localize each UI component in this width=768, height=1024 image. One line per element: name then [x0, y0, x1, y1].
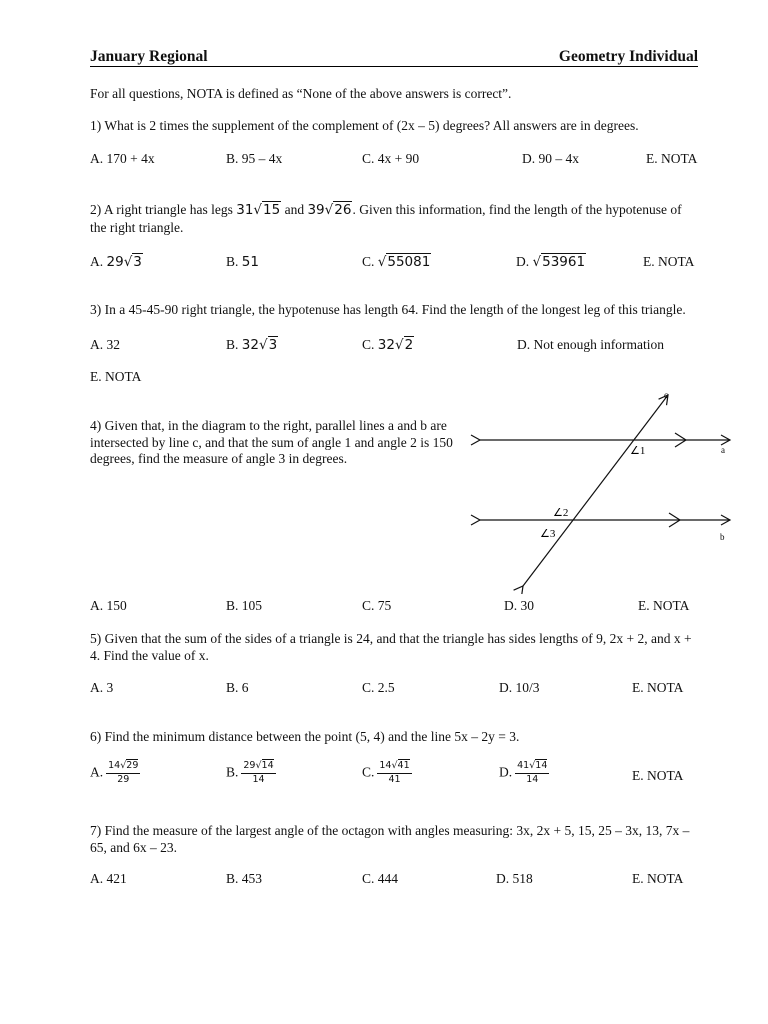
q3-choice-a: A. 32	[90, 337, 120, 352]
q2-leg1-radicand: 15	[263, 202, 281, 218]
header-left: January Regional	[90, 48, 208, 65]
q6-choice-a-numerator: 14√29	[106, 761, 140, 774]
q7-choice-b: B. 453	[226, 871, 263, 886]
q4-choice-e: E. NOTA	[638, 598, 690, 613]
q2-leg1-coef: 31	[236, 202, 254, 218]
q2-leg1: 31√15	[236, 202, 281, 218]
q6-choice-b-label: B.	[226, 764, 239, 780]
q4-choice-b: B. 105	[226, 598, 263, 613]
q3-choice-b-radicand: 3	[268, 337, 278, 353]
angle-3-label: ∠3	[540, 528, 556, 540]
q3-choice-b-coef: 32	[241, 337, 259, 353]
q4-choice-a: A. 150	[90, 598, 127, 613]
q6-choice-e: E. NOTA	[632, 768, 684, 783]
q6-choice-a-num-coef: 14	[108, 760, 121, 771]
q2-choice-a-value: 29√3	[106, 254, 142, 270]
q6-choice-d-label: D.	[499, 764, 513, 780]
q2-choice-b-label: B.	[226, 254, 242, 269]
q3-choice-c-coef: 32	[377, 337, 395, 353]
q1-choice-a: A. 170 + 4x	[90, 151, 155, 166]
q5-choice-e: E. NOTA	[632, 680, 684, 695]
q2-leg2-radicand: 26	[334, 202, 352, 218]
angle-1-label: ∠1	[630, 445, 646, 457]
q6-choice-c-denominator: 41	[388, 773, 401, 785]
q6-choice-d-num-coef: 41	[517, 760, 530, 771]
q2-choice-c-value: √55081	[377, 254, 431, 270]
header-rule	[90, 66, 698, 67]
q3-choice-c-value: 32√2	[377, 337, 414, 353]
q2-choice-a-label: A.	[90, 254, 107, 269]
q2-leg2: 39√26	[307, 202, 352, 218]
q7-text: 7) Find the measure of the largest angle of the octagon with angles measuring: 3x, 2x + 5, 15, 25 – 3x, 13, 7x – 65, and 6x – 23.	[90, 823, 690, 855]
q3-choice-b-value: 32√3	[241, 337, 278, 353]
q6-choice-c-numerator: 14√41	[377, 761, 411, 774]
q5-choice-b: B. 6	[226, 680, 249, 695]
q1-choice-e: E. NOTA	[646, 151, 698, 166]
q1-choice-b: B. 95 – 4x	[226, 151, 283, 166]
q6-choice-b-numerator: 29√14	[241, 761, 275, 774]
q7-choice-d: D. 518	[496, 871, 533, 886]
q6-choice-b-num-coef: 29	[243, 760, 256, 771]
intro-text: For all questions, NOTA is defined as “None of the above answers is correct”.	[90, 86, 512, 101]
header-right: Geometry Individual	[558, 48, 698, 65]
q7-choice-e: E. NOTA	[632, 871, 684, 886]
q6-choice-d-numerator: 41√14	[515, 761, 549, 774]
q5-choice-d: D. 10/3	[499, 680, 540, 695]
angle-2-label: ∠2	[553, 507, 569, 519]
q3-choice-d: D. Not enough information	[517, 337, 664, 352]
q6-text: 6) Find the minimum distance between the point (5, 4) and the line 5x – 2y = 3.	[90, 729, 520, 744]
q6-choice-d-fraction	[515, 761, 549, 786]
q2-choice-a-radicand: 3	[133, 254, 142, 270]
q4-text: 4) Given that, in the diagram to the right, parallel lines a and b are intersected by line c, and that the sum of angle 1 and angle 2 is 150 degrees, find the measure of angle 3 in degrees.	[90, 418, 453, 466]
q6-choice-b	[226, 761, 276, 786]
q3-choice-c-radicand: 2	[404, 337, 414, 353]
q2-choice-c-label: C.	[362, 254, 378, 269]
q2-text	[90, 201, 700, 236]
q6-choice-c	[362, 761, 412, 786]
q3-choice-c-label: C.	[362, 337, 378, 352]
q2-choice-a-coef: 29	[106, 254, 124, 270]
q6-choice-c-num-coef: 14	[379, 760, 392, 771]
q2-choice-d-radicand: 53961	[542, 254, 586, 270]
q6-choice-d-denominator: 14	[526, 773, 539, 785]
q3-choice-b-label: B.	[226, 337, 242, 352]
label-b: b	[720, 532, 725, 542]
q6-choice-a	[90, 761, 140, 786]
q2-text-part: 2) A right triangle has legs	[90, 202, 237, 217]
label-a: a	[721, 445, 725, 455]
q2-text-part: . Given this information, find the length of the hypotenuse of the right triangle.	[90, 202, 682, 235]
q2-choice-d-label: D.	[516, 254, 533, 269]
q4-choice-d: D. 30	[504, 598, 534, 613]
label-c: c	[664, 390, 668, 400]
q3-choice-b	[226, 337, 278, 353]
q2-choice-d-value: √53961	[532, 254, 586, 270]
q6-choice-c-label: C.	[362, 764, 375, 780]
q5-choice-c: C. 2.5	[362, 680, 395, 695]
q6-choice-b-denominator: 14	[252, 773, 265, 785]
q6-choice-b-fraction	[241, 761, 275, 786]
q6-choice-a-fraction	[106, 761, 140, 786]
q7-choice-a: A. 421	[90, 871, 127, 886]
q2-choice-a	[90, 254, 143, 270]
q5-text: 5) Given that the sum of the sides of a triangle is 24, and that the triangle has sides lengths of 9, 2x + 2, and x + 4. Find the value of x.	[90, 631, 692, 663]
q2-choice-c-radicand: 55081	[387, 254, 431, 270]
q3-choice-e: E. NOTA	[90, 369, 142, 384]
q4-choice-c: C. 75	[362, 598, 392, 613]
parallel-lines-diagram	[470, 388, 740, 594]
q2-choice-e: E. NOTA	[643, 254, 695, 269]
q6-choice-c-num-radicand: 41	[397, 760, 410, 771]
q1-text: 1) What is 2 times the supplement of the complement of (2x – 5) degrees? All answers are in degrees.	[90, 118, 639, 133]
q7-choice-c: C. 444	[362, 871, 399, 886]
q1-choice-c: C. 4x + 90	[362, 151, 420, 166]
q6-choice-d	[499, 761, 549, 786]
line-c	[523, 395, 668, 586]
q6-choice-a-label: A.	[90, 764, 104, 780]
q6-choice-a-denominator: 29	[117, 773, 130, 785]
q5-choice-a: A. 3	[90, 680, 114, 695]
q6-choice-a-num-radicand: 29	[126, 760, 139, 771]
q2-choice-b-value: 51	[241, 254, 259, 270]
q3-choice-c	[362, 337, 414, 353]
q2-choice-b	[226, 254, 259, 270]
q6-choice-d-num-radicand: 14	[535, 760, 548, 771]
q3-text: 3) In a 45-45-90 right triangle, the hypotenuse has length 64. Find the length of the longest leg of this triangle.	[90, 302, 686, 317]
q2-choice-c	[362, 254, 431, 270]
q2-choice-d	[516, 254, 586, 270]
q1-choice-d: D. 90 – 4x	[522, 151, 579, 166]
q6-choice-b-num-radicand: 14	[261, 760, 274, 771]
q2-text-part: and	[281, 202, 308, 217]
q6-choice-c-fraction	[377, 761, 411, 786]
q2-leg2-coef: 39	[307, 202, 325, 218]
